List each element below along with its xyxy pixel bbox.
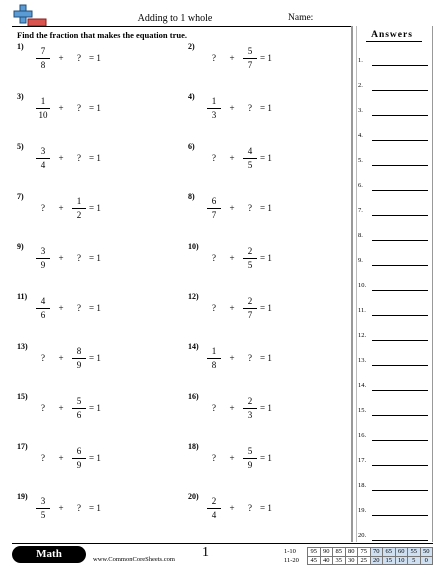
answer-line	[358, 457, 428, 467]
equals-one: = 1	[260, 253, 272, 263]
unknown-term: ?	[77, 153, 81, 163]
answer-number: 7.	[358, 207, 363, 214]
numerator: 1	[211, 346, 217, 356]
fraction	[206, 496, 222, 520]
plus-sign: +	[58, 503, 64, 513]
fraction-bar	[243, 458, 257, 459]
plus-sign: +	[58, 403, 64, 413]
denominator: 3	[211, 110, 217, 120]
answer-blank	[372, 215, 428, 216]
problem-item	[188, 142, 353, 182]
fraction-bar	[243, 58, 257, 59]
numerator: 4	[40, 296, 46, 306]
problem-number: 6)	[188, 142, 195, 151]
equation	[35, 42, 101, 74]
denominator: 5	[247, 160, 253, 170]
numerator: 3	[40, 496, 46, 506]
answer-number: 13.	[358, 357, 367, 364]
plus-sign: +	[229, 303, 235, 313]
plus-sign: +	[229, 153, 235, 163]
problem-item	[17, 142, 182, 182]
answer-number: 12.	[358, 332, 367, 339]
fraction-bar	[243, 258, 257, 259]
fraction-bar	[72, 408, 86, 409]
answers-title-underline	[366, 41, 422, 42]
equation	[35, 92, 101, 124]
score-cell: 40	[320, 556, 333, 565]
denominator: 5	[40, 510, 46, 520]
score-cell: 70	[370, 548, 383, 557]
equation	[35, 392, 101, 424]
problem-item	[188, 42, 353, 82]
plus-sign: +	[229, 453, 235, 463]
score-cell: 50	[420, 548, 433, 557]
answer-line	[358, 182, 428, 192]
score-cell: 55	[408, 548, 421, 557]
problem-number: 13)	[17, 342, 28, 351]
answer-blank	[372, 390, 428, 391]
denominator: 9	[76, 360, 82, 370]
equation	[206, 92, 272, 124]
denominator: 7	[247, 310, 253, 320]
equals-one: = 1	[89, 53, 101, 63]
fraction	[242, 396, 258, 420]
instructions: Find the fraction that makes the equation true.	[17, 30, 187, 40]
score-cell: 90	[320, 548, 333, 557]
equation	[35, 442, 101, 474]
fraction-bar	[207, 508, 221, 509]
unknown-term: ?	[77, 53, 81, 63]
equals-one: = 1	[89, 203, 101, 213]
worksheet-title: Adding to 1 whole	[137, 13, 213, 24]
equals-one: = 1	[260, 503, 272, 513]
equation	[206, 342, 272, 374]
equals-one: = 1	[260, 303, 272, 313]
plus-sign: +	[58, 53, 64, 63]
problem-number: 19)	[17, 492, 28, 501]
problem-number: 5)	[17, 142, 24, 151]
equals-one: = 1	[89, 253, 101, 263]
answer-number: 1.	[358, 57, 363, 64]
plus-sign: +	[58, 153, 64, 163]
problem-item	[188, 442, 353, 482]
plus-sign: +	[58, 353, 64, 363]
answer-blank	[372, 190, 428, 191]
score-cell: 35	[333, 556, 346, 565]
fraction-bar	[72, 458, 86, 459]
fraction	[35, 96, 51, 120]
equation	[206, 392, 272, 424]
answer-line	[358, 107, 428, 117]
problem-number: 14)	[188, 342, 199, 351]
problem-item	[17, 442, 182, 482]
answer-number: 5.	[358, 157, 363, 164]
plus-sign: +	[229, 353, 235, 363]
numerator: 5	[247, 46, 253, 56]
answer-line	[358, 382, 428, 392]
answer-blank	[372, 140, 428, 141]
problem-item	[17, 92, 182, 132]
equation	[206, 442, 272, 474]
equation	[206, 492, 272, 524]
answer-blank	[372, 365, 428, 366]
fraction	[35, 246, 51, 270]
fraction	[71, 196, 87, 220]
score-cell: 60	[395, 548, 408, 557]
equation	[35, 292, 101, 324]
answer-blank	[372, 315, 428, 316]
score-cell: 10	[395, 556, 408, 565]
name-label: Name:	[288, 13, 314, 23]
answer-blank	[372, 440, 428, 441]
answer-line	[358, 232, 428, 242]
score-cell: 85	[333, 548, 346, 557]
answer-number: 14.	[358, 382, 367, 389]
fraction	[242, 46, 258, 70]
answer-line	[358, 482, 428, 492]
problem-number: 20)	[188, 492, 199, 501]
problem-number: 4)	[188, 92, 195, 101]
numerator: 1	[76, 196, 82, 206]
fraction	[35, 296, 51, 320]
denominator: 7	[211, 210, 217, 220]
fraction-bar	[243, 158, 257, 159]
answer-number: 20.	[358, 532, 367, 539]
answer-number: 18.	[358, 482, 367, 489]
answer-blank	[372, 115, 428, 116]
equals-one: = 1	[260, 153, 272, 163]
answer-blank	[372, 65, 428, 66]
answer-line	[358, 432, 428, 442]
answer-blank	[372, 415, 428, 416]
equation	[206, 192, 272, 224]
problem-item	[17, 192, 182, 232]
score-cell: 25	[358, 556, 371, 565]
score-cell: 75	[358, 548, 371, 557]
denominator: 10	[38, 110, 48, 120]
problem-item	[188, 392, 353, 432]
unknown-term: ?	[212, 303, 216, 313]
answer-blank	[372, 340, 428, 341]
page-number: 1	[202, 545, 209, 560]
unknown-term: ?	[77, 253, 81, 263]
equation	[35, 242, 101, 274]
unknown-term: ?	[212, 253, 216, 263]
problem-number: 8)	[188, 192, 195, 201]
equals-one: = 1	[89, 103, 101, 113]
fraction-bar	[207, 358, 221, 359]
fraction	[206, 196, 222, 220]
answer-blank	[372, 490, 428, 491]
problem-item	[17, 292, 182, 332]
equals-one: = 1	[260, 403, 272, 413]
score-cell: 95	[308, 548, 321, 557]
denominator: 3	[247, 410, 253, 420]
problem-number: 7)	[17, 192, 24, 201]
answer-line	[358, 132, 428, 142]
answer-blank	[372, 515, 428, 516]
unknown-term: ?	[212, 453, 216, 463]
score-row	[308, 548, 433, 557]
score-table	[307, 547, 433, 565]
answer-blank	[372, 265, 428, 266]
answer-number: 17.	[358, 457, 367, 464]
equation	[206, 42, 272, 74]
numerator: 4	[247, 146, 253, 156]
numerator: 6	[211, 196, 217, 206]
denominator: 6	[76, 410, 82, 420]
answer-number: 3.	[358, 107, 363, 114]
fraction	[71, 346, 87, 370]
problem-number: 16)	[188, 392, 199, 401]
answer-line	[358, 82, 428, 92]
numerator: 7	[40, 46, 46, 56]
numerator: 8	[76, 346, 82, 356]
score-cell: 5	[408, 556, 421, 565]
equals-one: = 1	[260, 203, 272, 213]
fraction	[35, 46, 51, 70]
problem-item	[188, 192, 353, 232]
denominator: 4	[40, 160, 46, 170]
answer-number: 10.	[358, 282, 367, 289]
plus-sign: +	[229, 253, 235, 263]
denominator: 9	[76, 460, 82, 470]
equals-one: = 1	[260, 53, 272, 63]
equation	[35, 492, 101, 524]
answer-number: 8.	[358, 232, 363, 239]
answers-title: Answers	[371, 30, 413, 40]
fraction	[35, 496, 51, 520]
numerator: 1	[40, 96, 46, 106]
answer-number: 19.	[358, 507, 367, 514]
answer-blank	[372, 290, 428, 291]
score-cell: 30	[345, 556, 358, 565]
problem-item	[17, 492, 182, 532]
problem-number: 2)	[188, 42, 195, 51]
score-cell: 20	[370, 556, 383, 565]
answer-blank	[372, 240, 428, 241]
answer-line	[358, 282, 428, 292]
fraction	[242, 296, 258, 320]
score-cell: 45	[308, 556, 321, 565]
plus-sign: +	[229, 203, 235, 213]
answer-number: 15.	[358, 407, 367, 414]
denominator: 9	[247, 460, 253, 470]
problem-number: 17)	[17, 442, 28, 451]
answer-number: 11.	[358, 307, 366, 314]
denominator: 4	[211, 510, 217, 520]
plus-sign: +	[229, 403, 235, 413]
problem-item	[17, 342, 182, 382]
score-row-label: 11-20	[284, 557, 299, 564]
fraction-bar	[36, 58, 50, 59]
denominator: 7	[247, 60, 253, 70]
problem-item	[188, 342, 353, 382]
answer-number: 4.	[358, 132, 363, 139]
answer-line	[358, 307, 428, 317]
equals-one: = 1	[260, 103, 272, 113]
plus-sign: +	[58, 453, 64, 463]
problem-number: 1)	[17, 42, 24, 51]
problem-number: 9)	[17, 242, 24, 251]
problem-number: 11)	[17, 292, 28, 301]
score-row	[308, 556, 433, 565]
numerator: 2	[211, 496, 217, 506]
answer-line	[358, 332, 428, 342]
fraction-bar	[36, 108, 50, 109]
fraction-bar	[207, 108, 221, 109]
score-cell: 15	[383, 556, 396, 565]
unknown-term: ?	[248, 503, 252, 513]
equation	[206, 242, 272, 274]
site-url: www.CommonCoreSheets.com	[93, 556, 175, 563]
unknown-term: ?	[248, 203, 252, 213]
fraction	[35, 146, 51, 170]
equals-one: = 1	[89, 503, 101, 513]
problem-number: 3)	[17, 92, 24, 101]
equation	[206, 292, 272, 324]
numerator: 6	[76, 446, 82, 456]
problem-number: 10)	[188, 242, 199, 251]
unknown-term: ?	[41, 353, 45, 363]
answer-line	[358, 507, 428, 517]
answer-blank	[372, 90, 428, 91]
fraction-bar	[243, 308, 257, 309]
problem-number: 18)	[188, 442, 199, 451]
score-cell: 80	[345, 548, 358, 557]
equals-one: = 1	[260, 353, 272, 363]
plus-sign: +	[58, 253, 64, 263]
answer-number: 2.	[358, 82, 363, 89]
unknown-term: ?	[41, 453, 45, 463]
problem-item	[188, 492, 353, 532]
fraction	[206, 346, 222, 370]
answer-line	[358, 207, 428, 217]
plus-sign: +	[229, 53, 235, 63]
fraction-bar	[36, 508, 50, 509]
numerator: 5	[76, 396, 82, 406]
plus-sign: +	[58, 203, 64, 213]
header-divider	[12, 26, 352, 27]
equals-one: = 1	[89, 303, 101, 313]
plus-sign: +	[58, 103, 64, 113]
answer-blank	[372, 540, 428, 541]
fraction	[242, 446, 258, 470]
numerator: 1	[211, 96, 217, 106]
numerator: 2	[247, 296, 253, 306]
denominator: 9	[40, 260, 46, 270]
plus-sign: +	[58, 303, 64, 313]
answer-blank	[372, 465, 428, 466]
plus-sign: +	[229, 503, 235, 513]
fraction-bar	[36, 158, 50, 159]
equals-one: = 1	[89, 353, 101, 363]
fraction-bar	[36, 308, 50, 309]
math-badge: Math	[12, 546, 86, 563]
problem-number: 12)	[188, 292, 199, 301]
score-cell: 0	[420, 556, 433, 565]
fraction-bar	[72, 358, 86, 359]
unknown-term: ?	[212, 53, 216, 63]
unknown-term: ?	[248, 103, 252, 113]
unknown-term: ?	[41, 403, 45, 413]
answer-line	[358, 532, 428, 542]
unknown-term: ?	[212, 403, 216, 413]
unknown-term: ?	[77, 303, 81, 313]
problem-item	[17, 392, 182, 432]
denominator: 2	[76, 210, 82, 220]
problem-item	[188, 292, 353, 332]
unknown-term: ?	[41, 203, 45, 213]
equation	[206, 142, 272, 174]
unknown-term: ?	[248, 353, 252, 363]
problem-item	[188, 242, 353, 282]
equals-one: = 1	[89, 153, 101, 163]
score-cell: 65	[383, 548, 396, 557]
problem-number: 15)	[17, 392, 28, 401]
denominator: 5	[247, 260, 253, 270]
answer-line	[358, 57, 428, 67]
answer-line	[358, 407, 428, 417]
denominator: 8	[40, 60, 46, 70]
numerator: 5	[247, 446, 253, 456]
answer-line	[358, 257, 428, 267]
fraction	[242, 246, 258, 270]
fraction-bar	[243, 408, 257, 409]
problem-item	[17, 42, 182, 82]
problem-item	[17, 242, 182, 282]
unknown-term: ?	[212, 153, 216, 163]
numerator: 2	[247, 396, 253, 406]
denominator: 8	[211, 360, 217, 370]
fraction	[206, 96, 222, 120]
numerator: 2	[247, 246, 253, 256]
fraction	[242, 146, 258, 170]
numerator: 3	[40, 146, 46, 156]
fraction-bar	[207, 208, 221, 209]
answer-blank	[372, 165, 428, 166]
equation	[35, 142, 101, 174]
problem-item	[188, 92, 353, 132]
equation	[35, 342, 101, 374]
answer-number: 9.	[358, 257, 363, 264]
fraction-bar	[36, 258, 50, 259]
score-row-label: 1-10	[284, 548, 296, 555]
numerator: 3	[40, 246, 46, 256]
answer-number: 16.	[358, 432, 367, 439]
denominator: 6	[40, 310, 46, 320]
unknown-term: ?	[77, 103, 81, 113]
equals-one: = 1	[260, 453, 272, 463]
unknown-term: ?	[77, 503, 81, 513]
fraction-bar	[72, 208, 86, 209]
answer-line	[358, 357, 428, 367]
answer-line	[358, 157, 428, 167]
equals-one: = 1	[89, 453, 101, 463]
fraction	[71, 446, 87, 470]
equation	[35, 192, 101, 224]
fraction	[71, 396, 87, 420]
answer-number: 6.	[358, 182, 363, 189]
equals-one: = 1	[89, 403, 101, 413]
plus-sign: +	[229, 103, 235, 113]
